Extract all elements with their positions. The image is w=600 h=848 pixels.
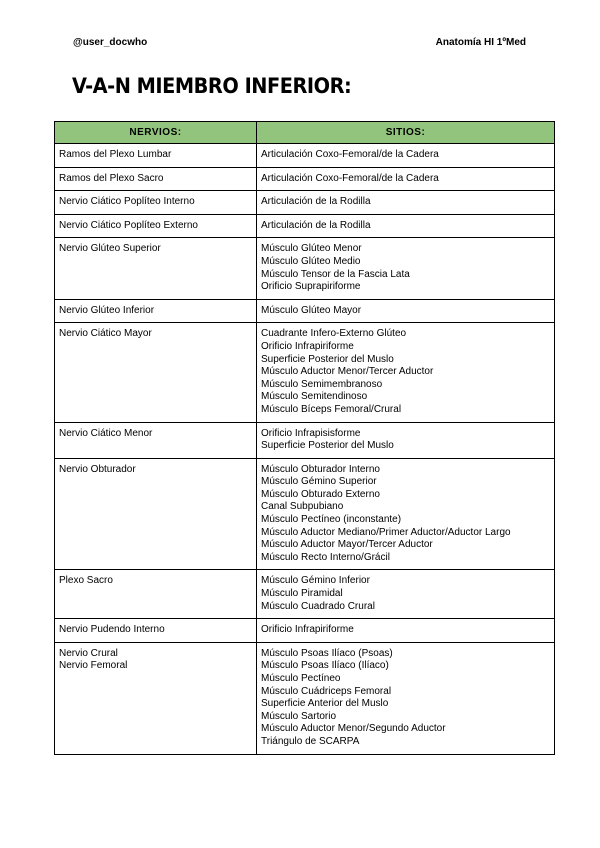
table-row: [55, 238, 555, 299]
site-line: Articulación Coxo-Femoral/de la Cadera: [261, 149, 439, 160]
nerve-line: Nervio Glúteo Superior: [59, 243, 161, 255]
nerve-line: Nervio Obturador: [59, 463, 136, 475]
site-line: Músculo Pectíneo: [261, 673, 341, 684]
site-line: Cuadrante Infero-Externo Glúteo: [261, 328, 407, 340]
nerve-cell: [55, 299, 257, 323]
nerve-line: Nervio Ciático Poplíteo Interno: [59, 196, 195, 208]
site-cell: [257, 238, 555, 299]
header-user: @user_docwho: [73, 37, 148, 48]
site-cell: [257, 619, 555, 643]
site-line: Orificio Infrapisisforme: [261, 427, 361, 439]
table-row: [55, 458, 555, 570]
nerve-line: Nervio Ciático Poplíteo Externo: [59, 219, 198, 231]
site-line: Músculo Recto Interno/Grácil: [261, 551, 390, 563]
site-line: Músculo Psoas Ilíaco (Psoas): [261, 647, 393, 659]
site-cell: [257, 570, 555, 619]
table-header-row: [55, 122, 555, 144]
site-line: Músculo Semimembranoso: [261, 378, 383, 390]
table-row: [55, 642, 555, 754]
nerve-cell: [55, 238, 257, 299]
site-cell: [257, 299, 555, 323]
nerve-line: Ramos del Plexo Sacro: [59, 172, 164, 184]
site-cell: [257, 191, 555, 215]
site-line: Canal Subpubiano: [261, 501, 344, 513]
table-row: [55, 144, 555, 168]
nerve-cell: [55, 167, 257, 191]
site-line: Músculo Bíceps Femoral/Crural: [261, 403, 402, 415]
nerve-cell: [55, 144, 257, 168]
nerve-line: Nervio Femoral: [59, 660, 128, 672]
table-row: [55, 191, 555, 215]
nerve-line: Nervio Pudendo Interno: [59, 624, 165, 636]
site-line: Músculo Aductor Mayor/Tercer Aductor: [261, 539, 433, 551]
nerve-line: Nervio Glúteo Inferior: [59, 304, 155, 316]
nerve-cell: [55, 642, 257, 754]
site-line: Superficie Posterior del Muslo: [261, 353, 394, 365]
site-cell: [257, 422, 555, 458]
table-row: [55, 570, 555, 619]
site-line: Músculo Gémino Superior: [261, 476, 377, 488]
site-line: Triángulo de SCARPA: [261, 735, 360, 747]
site-line: Músculo Glúteo Mayor: [261, 304, 362, 316]
nerve-cell: [55, 422, 257, 458]
nerve-line: Plexo Sacro: [59, 575, 113, 587]
site-line: Superficie Posterior del Muslo: [261, 440, 394, 452]
site-line: Músculo Sartorio: [261, 710, 337, 722]
site-cell: [257, 458, 555, 570]
nerve-line: Ramos del Plexo Lumbar: [59, 149, 172, 160]
header-course: Anatomía HI 1ºMed: [435, 37, 526, 48]
site-line: Músculo Aductor Menor/Tercer Aductor: [261, 366, 434, 378]
nerve-line: Nervio Crural: [59, 647, 118, 659]
site-line: Músculo Cuádriceps Femoral: [261, 685, 392, 697]
site-line: Músculo Cuadrado Crural: [261, 600, 375, 612]
table-body: [55, 144, 555, 755]
nerve-cell: [55, 619, 257, 643]
nerve-cell: [55, 191, 257, 215]
site-line: Orificio Infrapiriforme: [261, 624, 354, 636]
site-line: Articulación de la Rodilla: [261, 196, 371, 208]
table-row: [55, 167, 555, 191]
table-row: [55, 619, 555, 643]
site-line: Orificio Suprapiriforme: [261, 281, 361, 293]
site-cell: [257, 214, 555, 238]
site-line: Músculo Obturador Interno: [261, 463, 380, 475]
site-line: Músculo Aductor Mediano/Primer Aductor/Aductor Largo: [261, 526, 511, 538]
site-cell: [257, 642, 555, 754]
header-nervios: NERVIOS:: [55, 122, 257, 144]
site-line: Músculo Semitendinoso: [261, 391, 368, 403]
site-line: Músculo Glúteo Menor: [261, 243, 362, 255]
site-line: Músculo Tensor de la Fascia Lata: [261, 268, 410, 280]
nerve-cell: [55, 458, 257, 570]
site-line: Músculo Obturado Externo: [261, 488, 380, 500]
nerve-line: Nervio Ciático Menor: [59, 427, 153, 439]
nerve-line: Nervio Ciático Mayor: [59, 328, 152, 340]
table-row: [55, 323, 555, 422]
site-line: Músculo Piramidal: [261, 588, 343, 600]
site-line: Articulación de la Rodilla: [261, 219, 371, 231]
header-sitios: SITIOS:: [257, 122, 555, 144]
site-line: Músculo Pectíneo (inconstante): [261, 514, 402, 526]
nerve-cell: [55, 323, 257, 422]
nerves-table: [54, 121, 555, 755]
site-cell: [257, 144, 555, 168]
nerve-cell: [55, 570, 257, 619]
table-row: [55, 422, 555, 458]
table-row: [55, 214, 555, 238]
site-cell: [257, 323, 555, 422]
site-line: Articulación Coxo-Femoral/de la Cadera: [261, 172, 439, 184]
page-title: V-A-N MIEMBRO INFERIOR:: [72, 74, 352, 98]
nerve-cell: [55, 214, 257, 238]
site-line: Músculo Glúteo Medio: [261, 255, 361, 267]
site-cell: [257, 167, 555, 191]
site-line: Superficie Anterior del Muslo: [261, 698, 389, 710]
table-row: [55, 299, 555, 323]
site-line: Músculo Gémino Inferior: [261, 575, 370, 587]
site-line: Músculo Psoas Ilíaco (Ilíaco): [261, 660, 389, 672]
site-line: Orificio Infrapiriforme: [261, 340, 354, 352]
site-line: Músculo Aductor Menor/Segundo Aductor: [261, 723, 446, 735]
